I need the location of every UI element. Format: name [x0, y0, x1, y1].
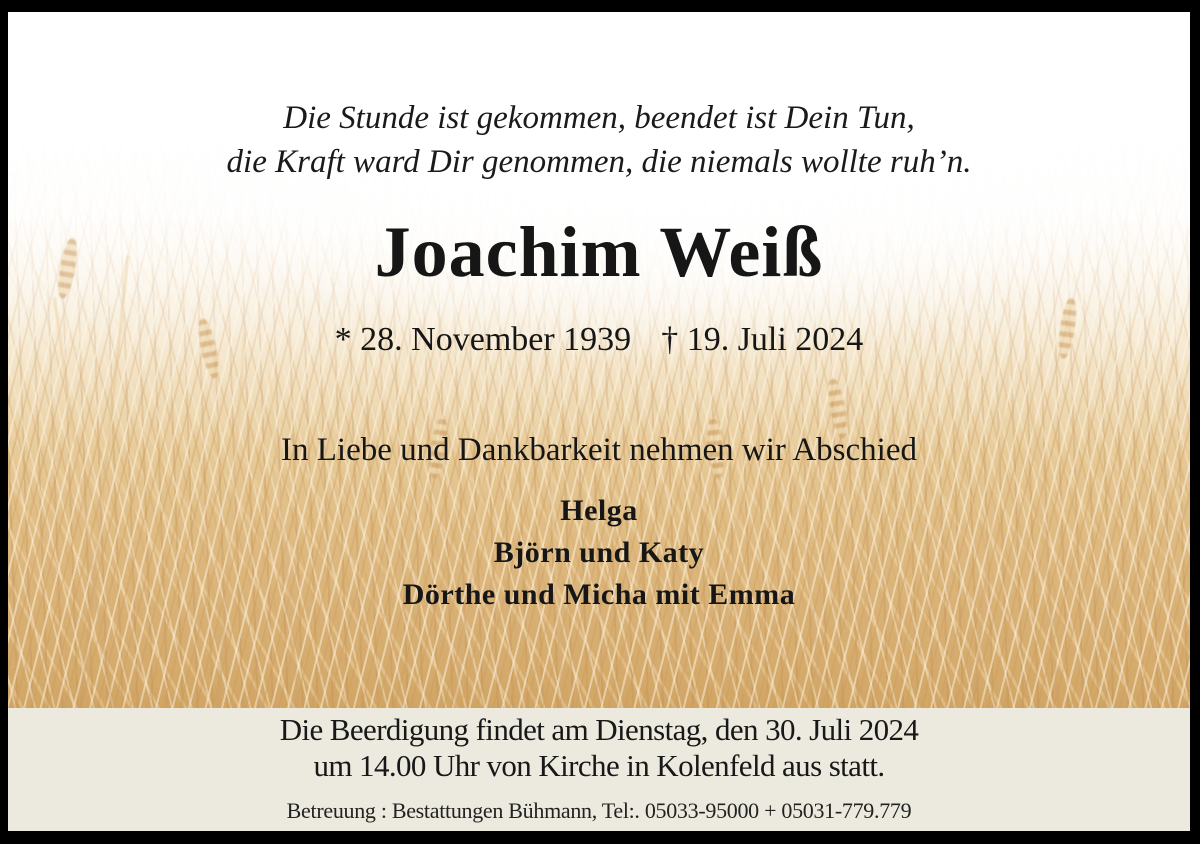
mourner-line: Helga [560, 494, 638, 527]
mourner-line: Björn und Katy [493, 536, 705, 569]
funeral-details [8, 708, 1190, 784]
funeral-details-line-2: um 14.00 Uhr von Kirche in Kolenfeld aus statt. [313, 748, 885, 783]
funeral-info-panel [8, 708, 1190, 831]
notice-text [8, 12, 1190, 831]
funeral-details-line-1: Die Beerdigung findet am Dienstag, den 30. Juli 2024 [279, 712, 919, 747]
deceased-name: Joachim Weiß [374, 212, 824, 292]
death-date: † 19. Juli 2024 [661, 321, 864, 358]
birth-date: * 28. November 1939 [334, 321, 632, 358]
notice-card [8, 12, 1190, 831]
memorial-verse [8, 96, 1190, 184]
farewell-line: In Liebe und Dankbarkeit nehmen wir Abschied [281, 432, 917, 468]
memorial-verse-line-1: Die Stunde ist gekommen, beendet ist Dein Tun, [283, 100, 915, 136]
memorial-verse-line-2: die Kraft ward Dir genommen, die niemals wollte ruh’n. [226, 144, 972, 180]
mourner-line: Dörthe und Micha mit Emma [402, 578, 796, 611]
mourners-list [8, 490, 1190, 616]
funeral-home-line: Betreuung : Bestattungen Bühmann, Tel:. 05033-95000 + 05031-779.779 [286, 798, 912, 823]
life-dates [8, 320, 1190, 361]
